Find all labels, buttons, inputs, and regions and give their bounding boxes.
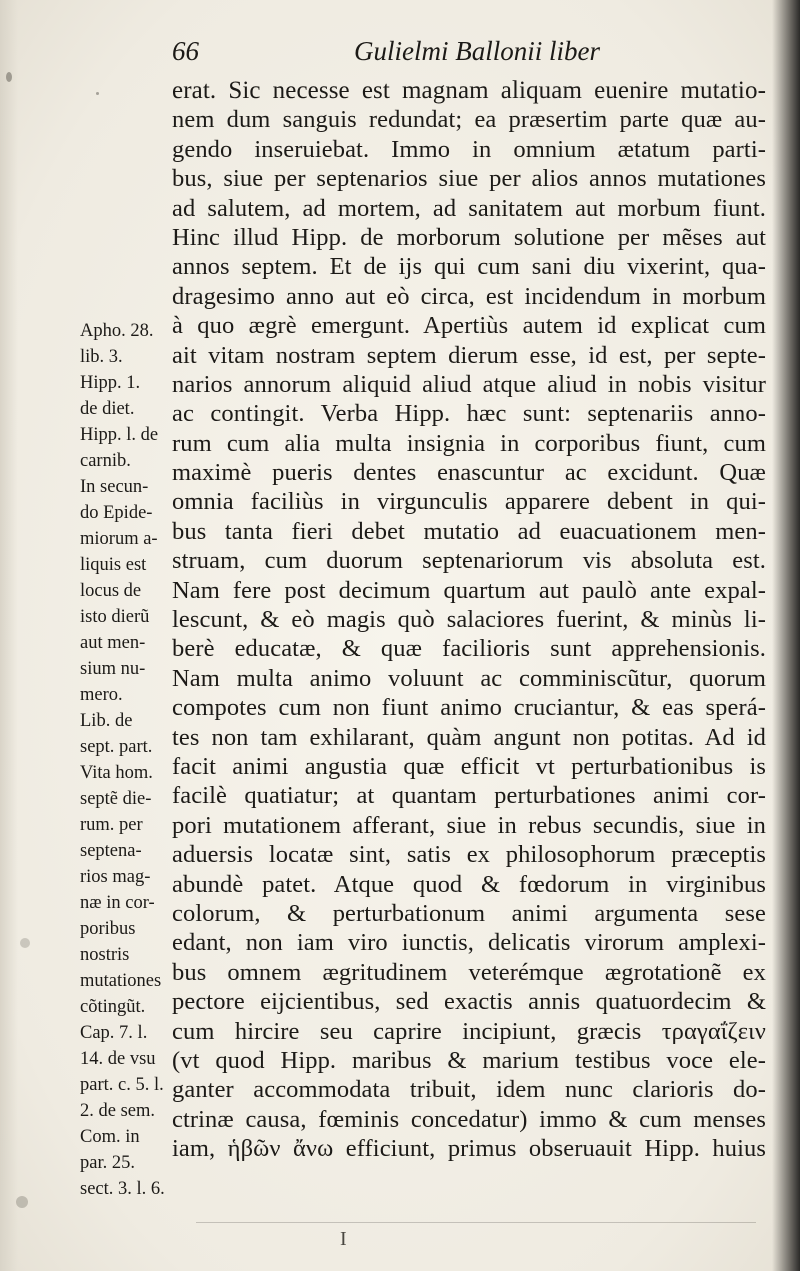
margin-note-line: aut men- (80, 633, 146, 653)
text-line: ad salutem, ad mortem, ad sanitatem aut morbum fiunt. (172, 194, 766, 222)
margin-note-line: Cap. 7. l. (80, 1023, 148, 1043)
margin-note-line: poribus (80, 919, 136, 939)
text-line: nem dum sanguis redundat; ea præsertim parte quæ au- (172, 106, 766, 134)
margin-note-line: de diet. (80, 399, 135, 419)
text-line: Hinc illud Hipp. de morborum solutione per mẽses aut (172, 223, 766, 251)
running-title: Gulielmi Ballonii liber (354, 36, 600, 66)
text-line: à quo ægrè emergunt. Apertiùs autem id explicat cum (172, 312, 766, 340)
margin-note-line: In secun- (80, 477, 149, 497)
text-line: iam, ἡβῶν ἄνω efficiunt, primus obseruauit Hipp. huius (172, 1135, 766, 1163)
margin-note-line: Apho. 28. (80, 321, 154, 341)
ink-speck (6, 72, 12, 82)
margin-note-line: Com. in (80, 1127, 140, 1147)
text-line: bus, siue per septenarios siue per alios annos mutationes (172, 165, 766, 193)
margin-note-line: rum. per (80, 815, 143, 835)
bottom-rule (196, 1222, 756, 1237)
margin-note-line: Hipp. 1. (80, 373, 141, 393)
page-left-edge (0, 0, 18, 1271)
margin-note-line: septena- (80, 841, 142, 861)
margin-note-line: liquis est (80, 555, 147, 575)
margin-note-line: part. c. 5. l. (80, 1075, 164, 1095)
text-line: cum hircire seu caprire incipiunt, græcis τραγαΐζειν (172, 1017, 766, 1045)
margin-note-line: mutationes (80, 971, 162, 991)
text-line: Nam fere post decimum quartum aut paulò ante expal- (172, 576, 766, 604)
text-line: gendo inseruiebat. Immo in omnium ætatum parti- (172, 135, 766, 163)
margin-note-line: 14. de vsu (80, 1049, 156, 1069)
margin-note-line: cõtingũt. (80, 997, 146, 1017)
text-line: facit animi angustia quæ efficit vt perturbationibus is (172, 752, 766, 780)
text-line: ganter accommodata tribuit, idem nunc clarioris do- (172, 1076, 766, 1104)
text-line: bus omnem ægritudinem veterémque ægrotationẽ ex (172, 958, 766, 986)
margin-note-line: sept. part. (80, 737, 153, 757)
margin-note-line: nostris (80, 945, 130, 965)
text-line: abundè patet. Atque quod & fœdorum in virginibus (172, 870, 766, 898)
text-line: (vt quod Hipp. maribus & marium testibus voce ele- (172, 1046, 766, 1074)
margin-note-line: lib. 3. (80, 347, 123, 367)
text-line: maximè pueris dentes enascuntur ac excidunt. Quæ (172, 459, 766, 487)
text-line: aduersis locatæ sint, satis ex philosophorum præceptis (172, 841, 766, 869)
text-line: edant, non iam viro iunctis, delicatis virorum amplexi- (172, 929, 766, 957)
page-right-edge-shadow (772, 0, 800, 1271)
text-line: annos septem. Et de ijs qui cum sani diu vixerint, qua- (172, 253, 766, 281)
margin-note-line: rios mag- (80, 867, 151, 887)
page-header (172, 36, 762, 76)
text-line: rum cum alia multa insignia in corporibus fiunt, cum (172, 429, 766, 457)
margin-note-line: Lib. de (80, 711, 133, 731)
text-line: bus tanta fieri debet mutatio ad euacuationem men- (172, 517, 766, 545)
margin-note-line: isto dierũ (80, 607, 150, 627)
page-number: 66 (172, 36, 199, 66)
ink-speck (96, 92, 99, 95)
text-line: tes non tam exhilarant, quàm angunt non potitas. Ad id (172, 723, 766, 751)
text-line: lescunt, & eò magis quò salaciores fuerint, & minùs li- (172, 606, 766, 634)
signature-mark: I (340, 1228, 347, 1250)
margin-note-line: mero. (80, 685, 123, 705)
margin-note-line: do Epide- (80, 503, 153, 523)
text-line: colorum, & perturbationum animi argumenta sese (172, 899, 766, 927)
margin-note-line: Vita hom. (80, 763, 153, 783)
text-line: ctrinæ causa, fœminis concedatur) immo & cum menses (172, 1105, 766, 1133)
margin-note-line: par. 25. (80, 1153, 135, 1173)
margin-note-line: 2. de sem. (80, 1101, 156, 1121)
text-line: Nam multa animo voluunt ac comminiscũtur, quorum (172, 664, 766, 692)
margin-note-line: næ in cor- (80, 893, 155, 913)
margin-note-line: Hipp. l. de (80, 425, 159, 445)
text-line: narios annorum aliquid aliud atque aliud in nobis visitur (172, 370, 766, 398)
text-line: erat. Sic necesse est magnam aliquam euenire mutatio- (172, 77, 766, 104)
margin-notes (80, 318, 180, 1202)
text-line: dragesimo anno aut eò circa, est incidendum in morbum (172, 282, 766, 310)
text-line: facilè quatiatur; at quantam perturbationes animi cor- (172, 782, 766, 810)
text-line: berè educatæ, & quæ facilioris sunt apprehensionis. (172, 635, 766, 663)
text-line: omnia faciliùs in virgunculis apparere debent in qui- (172, 488, 766, 516)
text-line: pori mutationem afferant, siue in rebus secundis, siue in (172, 811, 766, 839)
ink-speck (16, 1196, 28, 1208)
margin-note-line: septẽ die- (80, 789, 152, 809)
ink-speck (20, 938, 30, 948)
margin-note-line: sium nu- (80, 659, 146, 679)
text-line: pectore eijcientibus, sed exactis annis quatuordecim & (172, 988, 766, 1016)
text-line: ac contingit. Verba Hipp. hæc sunt: septenariis anno- (172, 400, 766, 428)
main-text-block (172, 76, 766, 1163)
text-line: struam, cum duorum septenariorum vis absoluta est. (172, 547, 766, 575)
text-line: ait vitam nostram septem dierum esse, id est, per septe- (172, 341, 766, 369)
text-line: compotes cum non fiunt animo cruciantur, & eas sperá- (172, 694, 766, 722)
margin-note-line: carnib. (80, 451, 131, 471)
margin-note-line: miorum a- (80, 529, 158, 549)
margin-note-line: sect. 3. l. 6. (80, 1179, 165, 1199)
margin-note-line: locus de (80, 581, 142, 601)
